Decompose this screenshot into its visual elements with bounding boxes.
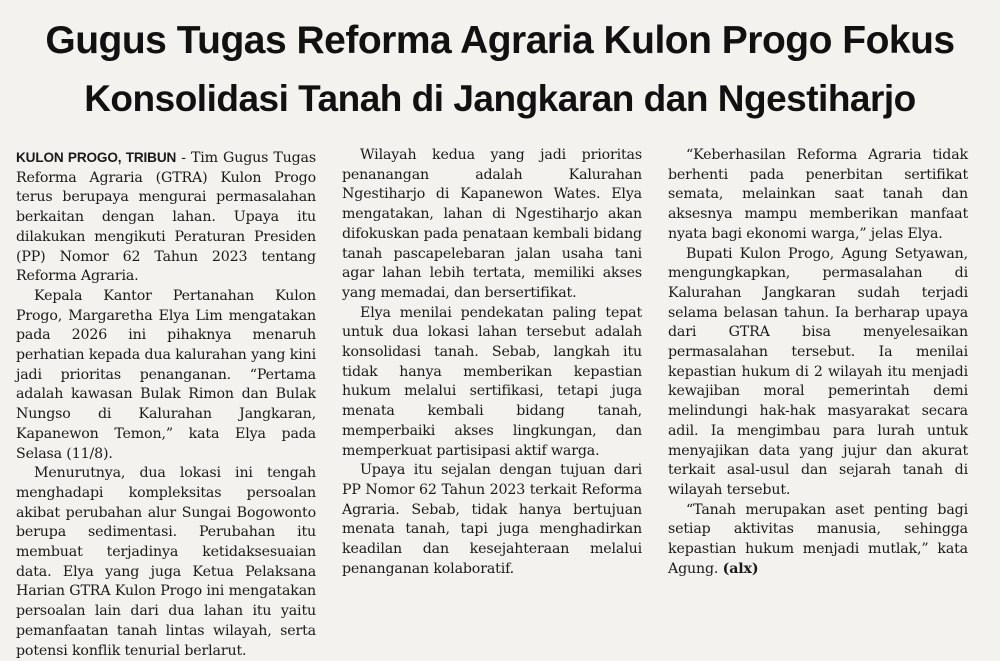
dateline-dash: - — [176, 150, 191, 166]
paragraph-5: Elya menilai pendekatan paling tepat untuk dua lokasi lahan tersebut adalah konsolidasi tanah. Sebab, langkah itu tidak hanya memberikan kepastian hukum melalui sertifikasi, tetapi juga menata kembali bidang tanah, memperbaiki akses lingkungan, dan memperkuat partisipasi aktif warga. — [342, 304, 642, 459]
column-3 — [668, 146, 968, 579]
headline — [0, 12, 1000, 128]
author-signature: (alx) — [722, 560, 759, 577]
closing-paragraph — [668, 501, 968, 580]
paragraph-3: Menurutnya, dua lokasi ini tengah menghadapi kompleksitas persoalan akibat perubahan alur Sungai Bogowonto berupa sedimentasi. Perubahan itu membuat terjadinya ketidaksesuaian data. Elya yang juga Ketua Pelaksana Harian GTRA Kulon Progo ini mengatakan persoalan lain dari dua lahan itu yaitu pemanfaatan tanah lintas wilayah, serta potensi konflik tenurial berlarut. — [16, 465, 316, 659]
paragraph-7: “Keberhasilan Reforma Agraria tidak berhenti pada penerbitan sertifikat semata, melainkan saat tanah dan aksesnya mampu memberikan manfaat nyata bagi ekonomi warga,” jelas Elya. — [668, 147, 968, 242]
paragraph-1: Tim Gugus Tugas Reforma Agraria (GTRA) Kulon Progo terus berupaya mengurai permasalahan berkaitan dengan lahan. Upaya itu dilakukan mengikuti Peraturan Presiden (PP) Nomor 62 Tahun 2023 tentang Reforma Agraria. — [16, 150, 316, 285]
lead-paragraph — [16, 148, 316, 287]
dateline: KULON PROGO, TRIBUN — [16, 150, 177, 165]
paragraph-4: Wilayah kedua yang jadi prioritas penanangan adalah Kalurahan Ngestiharjo di Kapanewon Wates. Elya mengatakan, lahan di Ngestiharjo akan difokuskan pada penataan kembali bidang tanah pascapelebaran jalan usaha tani agar lahan lebih tertata, memiliki akses yang memadai, dan bersertifikat. — [342, 147, 642, 301]
column-2 — [342, 146, 642, 579]
paragraph-9: “Tanah merupakan aset penting bagi setiap aktivitas manusia, sehingga kepastian hukum menjadi mutlak,” kata Agung. — [668, 501, 968, 577]
paragraph-8: Bupati Kulon Progo, Agung Setyawan, mengungkapkan, permasalahan di Kalurahan Jangkaran sudah terjadi selama belasan tahun. Ia berharap upaya dari GTRA bisa menyelesaikan permasalahan tersebut. Ia menilai kepastian hukum di 2 wilayah itu menjadi kewajiban moral pemerintah demi melindungi hak-hak masyarakat secara adil. Ia mengimbau para lurah untuk menyajikan data yang jujur dan akurat terkait asal-usul dan sejarah tanah di wilayah tersebut. — [668, 245, 968, 498]
headline-line-2: Konsolidasi Tanah di Jangkaran dan Ngestiharjo — [84, 78, 916, 119]
paragraph-2: Kepala Kantor Pertanahan Kulon Progo, Margaretha Elya Lim mengatakan pada 2026 ini pihaknya menaruh perhatian kepada dua kalurahan yang kini jadi prioritas penanganan. “Pertama adalah kawasan Bulak Rimon dan Bulak Nungso di Kalurahan Jangkaran, Kapanewon Temon,” kata Elya pada Selasa (11/8). — [16, 287, 316, 462]
column-1 — [16, 148, 316, 661]
headline-line-1: Gugus Tugas Reforma Agraria Kulon Progo Fokus — [45, 19, 955, 62]
paragraph-6: Upaya itu sejalan dengan tujuan dari PP Nomor 62 Tahun 2023 terkait Reforma Agraria. Sebab, tidak hanya bertujuan menata tanah, tapi juga menghadirkan keadilan dan kesejahteraan melalui penanganan kolaboratif. — [342, 462, 642, 577]
